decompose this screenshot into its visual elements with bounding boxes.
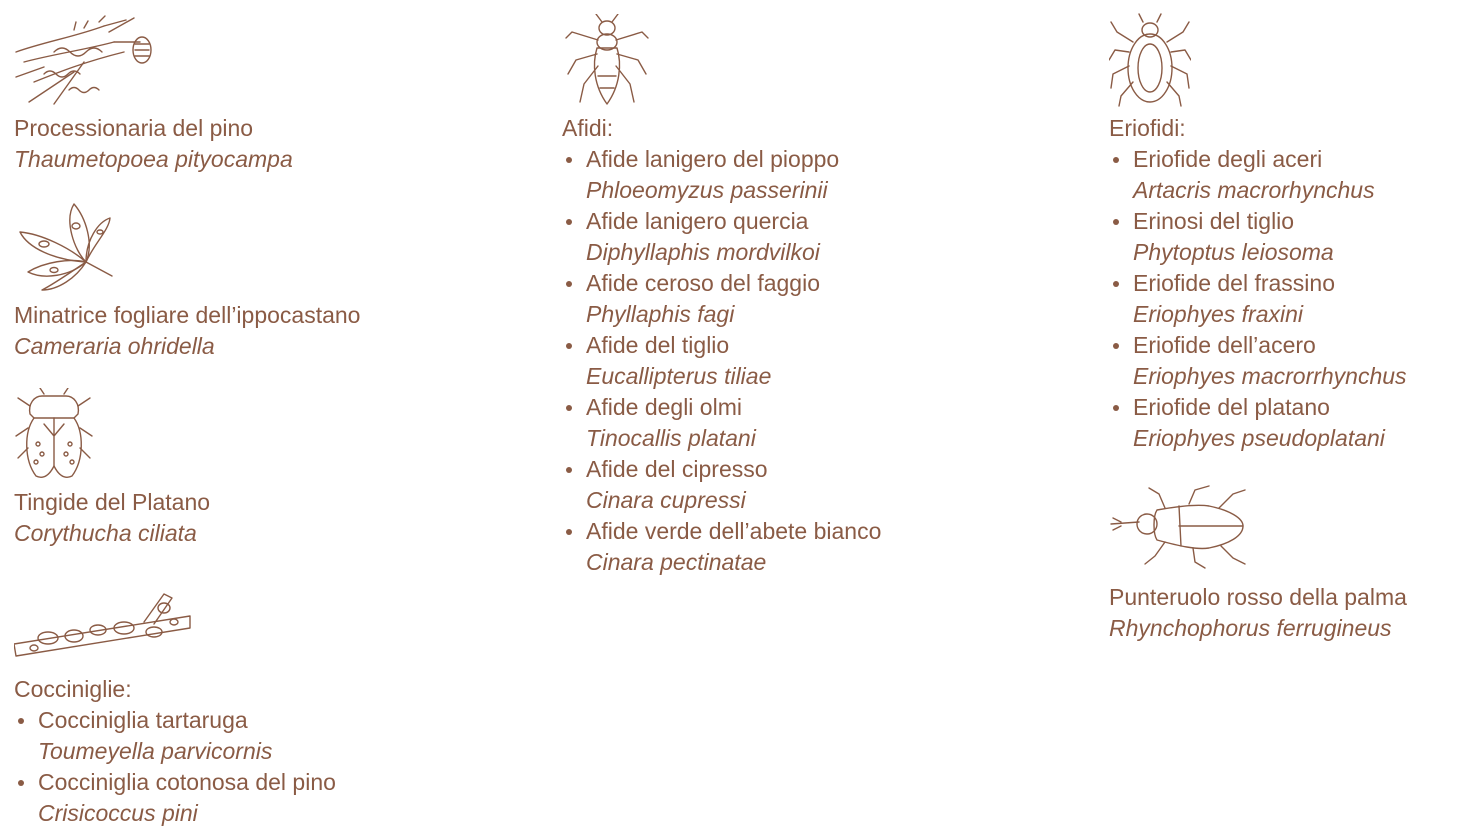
list-item — [562, 268, 881, 330]
scientific-name: Cameraria ohridella — [14, 333, 215, 359]
list-item — [14, 705, 336, 767]
species-list — [1109, 144, 1407, 454]
group-heading: Eriofidi: — [1109, 115, 1186, 141]
caterpillar-nest-icon — [14, 12, 154, 106]
scientific-name: Corythucha ciliata — [14, 520, 197, 546]
scientific-name: Cinara cupressi — [586, 487, 746, 513]
scientific-name: Crisicoccus pini — [38, 800, 198, 826]
entry-punteruolo — [1109, 484, 1249, 570]
list-item — [14, 767, 336, 829]
list-item — [1109, 330, 1407, 392]
scientific-name: Eriophyes pseudoplatani — [1133, 425, 1385, 451]
list-item — [1109, 144, 1407, 206]
aphid-icon — [562, 14, 652, 106]
scientific-name: Phyllaphis fagi — [586, 301, 735, 327]
common-name: Minatrice fogliare dell’ippocastano — [14, 302, 361, 328]
group-heading: Afidi: — [562, 115, 614, 141]
entry-afidi-text — [562, 113, 881, 578]
common-name: Cocciniglia tartaruga — [38, 707, 248, 733]
scientific-name: Toumeyella parvicornis — [38, 738, 273, 764]
scientific-name: Artacris macrorhynchus — [1133, 177, 1375, 203]
common-name: Afide verde dell’abete bianco — [586, 518, 882, 544]
common-name: Punteruolo rosso della palma — [1109, 584, 1407, 610]
common-name: Tingide del Platano — [14, 489, 211, 515]
mite-icon — [1109, 12, 1191, 108]
list-item — [562, 144, 881, 206]
common-name: Eriofide degli aceri — [1133, 146, 1323, 172]
scientific-name: Phytoptus leiosoma — [1133, 239, 1334, 265]
species-list — [562, 144, 881, 578]
scientific-name: Eriophyes macrorrhynchus — [1133, 363, 1407, 389]
common-name: Afide del cipresso — [586, 456, 768, 482]
common-name: Cocciniglia cotonosa del pino — [38, 769, 336, 795]
list-item — [562, 392, 881, 454]
entry-eriofidi — [1109, 12, 1191, 108]
list-item — [1109, 268, 1407, 330]
list-item — [562, 454, 881, 516]
scientific-name: Tinocallis platani — [586, 425, 756, 451]
common-name: Afide lanigero del pioppo — [586, 146, 840, 172]
species-list — [14, 705, 336, 829]
scientific-name: Phloeomyzus passerinii — [586, 177, 828, 203]
list-item — [1109, 206, 1407, 268]
entry-tingide — [14, 388, 94, 482]
scale-insect-branch-icon — [14, 586, 194, 658]
horse-chestnut-leaf-icon — [14, 200, 114, 292]
scientific-name: Diphyllaphis mordvilkoi — [586, 239, 820, 265]
list-item — [1109, 392, 1407, 454]
common-name: Eriofide del platano — [1133, 394, 1330, 420]
group-heading: Coccinigli​e: — [14, 676, 132, 702]
common-name: Eriofide dell’acero — [1133, 332, 1316, 358]
scientific-name: Eucallipterus tiliae — [586, 363, 772, 389]
weevil-icon — [1109, 484, 1249, 570]
entry-tingide-text — [14, 487, 210, 549]
scientific-name: Thaumetopoea pityocampa — [14, 146, 293, 172]
scientific-name: Cinara pectinatae — [586, 549, 767, 575]
list-item — [562, 330, 881, 392]
entry-minatrice — [14, 200, 114, 292]
entry-punteruolo-text — [1109, 582, 1407, 644]
common-name: Processionaria del pino — [14, 115, 254, 141]
scientific-name: Eriophyes fraxini — [1133, 301, 1304, 327]
lace-bug-icon — [14, 388, 94, 482]
common-name: Erinosi del tiglio — [1133, 208, 1295, 234]
common-name: Eriofide del frassino — [1133, 270, 1335, 296]
list-item — [562, 516, 881, 578]
entry-minatrice-text — [14, 300, 360, 362]
scientific-name: Rhynchophorus ferrugineus — [1109, 615, 1392, 641]
entry-processionaria — [14, 12, 154, 106]
entry-cocciniglie — [14, 586, 194, 658]
common-name: Afide ceroso del faggio — [586, 270, 820, 296]
entry-eriofidi-text — [1109, 113, 1407, 454]
entry-afidi — [562, 14, 652, 106]
common-name: Afide del tiglio — [586, 332, 730, 358]
entry-cocciniglie-text — [14, 674, 336, 829]
entry-processionaria-text — [14, 113, 293, 175]
list-item — [562, 206, 881, 268]
common-name: Afide degli olmi — [586, 394, 742, 420]
common-name: Afide lanigero quercia — [586, 208, 809, 234]
